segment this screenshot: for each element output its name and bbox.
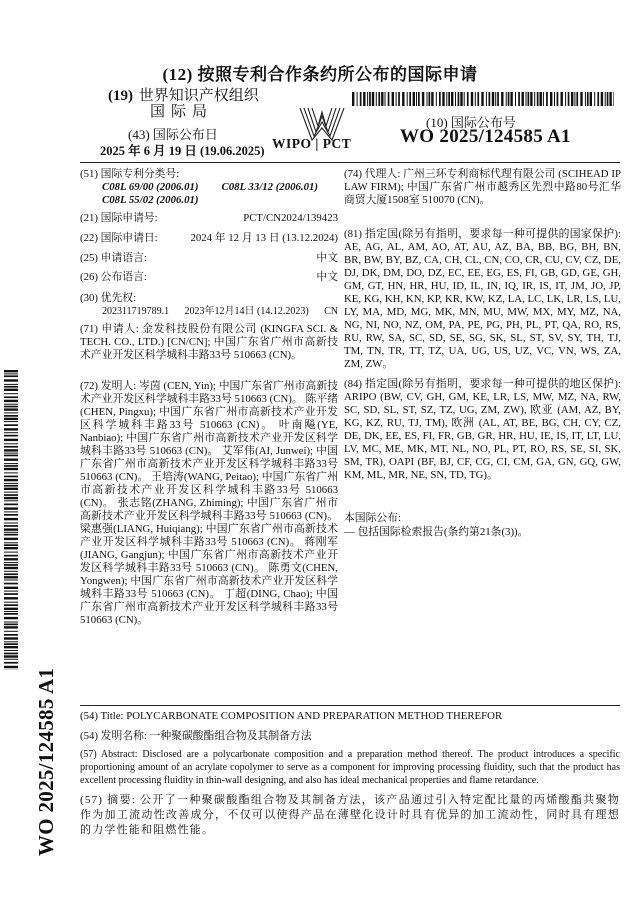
publication-language-row bbox=[80, 271, 338, 284]
title-zh: (54) 发明名称: 一种聚碳酸酯组合物及其制备方法 bbox=[80, 730, 312, 742]
priority-label: (30) 优先权: bbox=[80, 292, 137, 304]
priority-date: 2023年12月14日 (14.12.2023) bbox=[184, 306, 309, 317]
org-name: 世界知识产权组织 bbox=[138, 88, 259, 104]
ipc-label: (51) 国际专利分类号: bbox=[80, 168, 180, 180]
filing-language-label: (25) 申请语言: bbox=[80, 252, 147, 264]
priority-section bbox=[80, 292, 338, 318]
barcode-top bbox=[352, 92, 614, 106]
published-label: 本国际公布: bbox=[344, 512, 401, 524]
organization-bureau: 国际局 bbox=[150, 104, 214, 120]
ipc-code-2: C08L 33/12 (2006.01) bbox=[221, 181, 318, 193]
application-number-row bbox=[80, 212, 338, 225]
publication-language-label: (26) 公布语言: bbox=[80, 271, 147, 283]
publication-language: 中文 bbox=[316, 271, 338, 283]
header-divider bbox=[80, 162, 620, 163]
application-number: PCT/CN2024/139423 bbox=[243, 212, 338, 224]
application-number-label: (21) 国际申请号: bbox=[80, 212, 158, 224]
filing-language-row bbox=[80, 252, 338, 265]
wipo-logo-text: WIPO | PCT bbox=[272, 136, 352, 151]
title-en: (54) Title: POLYCARBONATE COMPOSITION AND PREPARATION METHOD THEREFOR bbox=[80, 710, 503, 722]
publication-number: WO 2025/124585 A1 bbox=[400, 126, 571, 147]
bottom-divider bbox=[80, 705, 620, 706]
publication-number-label: (10) 国际公布号 bbox=[426, 115, 516, 130]
abstract-zh: (57) 摘要: 公开了一种聚碳酸酯组合物及其制备方法，该产品通过引入特定配比量的丙烯酸酯共聚物作为加工流动性改善成分，不仅可以使得产品在薄壁化设计时具有优异的加工流动性，同时具有理想的力学性能和阻燃性能。 bbox=[80, 794, 620, 836]
ipc-row-1 bbox=[80, 181, 338, 194]
application-date: 2024 年 12 月 13 日 (13.12.2024) bbox=[190, 232, 338, 244]
filing-language: 中文 bbox=[316, 252, 338, 264]
ipc-code-3: C08L 55/02 (2006.01) bbox=[102, 194, 199, 206]
applicant: (71) 申请人: 金发科技股份有限公司 (KINGFA SCI. & TECH. CO., LTD.) [CN/CN]; 中国广东省广州市高新技术产业开发区科学城科丰路33号 510663 (CN)。 bbox=[80, 323, 338, 361]
application-date-row bbox=[80, 232, 338, 245]
designated-states-national: (81) 指定国(除另有指明，要求每一种可提供的国家保护): AE, AG, AL, AM, AO, AT, AU, AZ, BA, BB, BG, BH, BN, BR, BW, BY, BZ, CA, CH, CL, CN, CO, CR, CU, CV, CZ, DE, DJ, DK, DM, DO, DZ, EC, EE, EG, ES, FI, GB, GD, GE, GH, GM, GT, HN, HR, HU, ID, IL, IN, IQ, IR, IS, IT, JM, JO, JP, KE, KG, KH, KN, KP, KR, KW, KZ, LA, LC, LK, LR, LS, LU, LY, MA, MD, MG, MK, MN, MU, MW, MX, MY, MZ, NA, NG, NI, NO, NZ, OM, PA, PE, PG, PH, PL, PT, QA, RO, RS, RU, RW, SA, SC, SD, SE, SG, SK, SL, ST, SV, SY, TH, TJ, TM, TN, TR, TT, TZ, UA, UG, US, UZ, VC, VN, WS, ZA, ZM, ZW。 bbox=[344, 228, 621, 370]
agent: (74) 代理人: 广州三环专利商标代理有限公司 (SCIHEAD IP LAW FIRM); 中国广东省广州市越秀区先烈中路80号汇华商贸大厦1508室 510070 (CN)。 bbox=[344, 168, 621, 206]
priority-country: CN bbox=[324, 306, 338, 317]
abstract-en: (57) Abstract: Disclosed are a polycarbonate composition and a preparation method thereof. The product introduces a specific proportioning amount of an acrylate copolymer to serve as a component for improving processing fluidity, such that the product has excellent processing fluidity in thin-wall designing, and also has ideal mechanical properties and flame retardance. bbox=[80, 749, 620, 786]
inventors: (72) 发明人: 岑茵 (CEN, Yin); 中国广东省广州市高新技术产业开发区科学城科丰路33号 510663 (CN)。 陈平绪(CHEN, Pingxu); 中国广东省广州市高新技术产业开发区科学城科丰路33号 510663 (CN)。 叶南飚(YE, Nanbiao); 中国广东省广州市高新技术产业开发区科学城科丰路33号 510663 (CN)。 艾军伟(AI, Junwei); 中国广东省广州市高新技术产业开发区科学城科丰路33号 510663 (CN)。 王培涛(WANG, Peitao); 中国广东省广州市高新技术产业开发区科学城科丰路33号 510663 (CN)。 张志铭(ZHANG, Zhiming); 中国广东省广州市高新技术产业开发区科学城科丰路33号 510663 (CN)。 梁惠强(LIANG, Huiqiang); 中国广东省广州市高新技术产业开发区科学城科丰路33号 510663 (CN)。 蒋刚军(JIANG, Gangjun); 中国广东省广州市高新技术产业开发区科学城科丰路33号 510663 (CN)。 陈勇文(CHEN, Yongwen); 中国广东省广州市高新技术产业开发区科学城科丰路33号 510663 (CN)。 丁超(DING, Chao); 中国广东省广州市高新技术产业开发区科学城科丰路33号 510663 (CN)。 bbox=[80, 380, 338, 626]
publication-date-label: (43) 国际公布日 bbox=[128, 127, 218, 142]
ipc-section bbox=[80, 168, 338, 207]
org-number: (19) bbox=[108, 88, 133, 104]
publication-type-title: (12) 按照专利合作条约所公布的国际申请 bbox=[162, 65, 478, 84]
vertical-publication-number: WO 2025/124585 A1 bbox=[34, 667, 58, 856]
application-date-label: (22) 国际申请日: bbox=[80, 232, 158, 244]
published-item: — 包括国际检索报告(条约第21条(3))。 bbox=[344, 526, 529, 538]
barcode-side bbox=[4, 370, 18, 670]
publication-date: 2025 年 6 月 19 日 (19.06.2025) bbox=[100, 144, 265, 158]
priority-number: 202311719789.1 bbox=[102, 306, 170, 317]
ipc-code-1: C08L 69/00 (2006.01) bbox=[102, 181, 199, 193]
designated-states-regional: (84) 指定国(除另有指明，要求每一种可提供的地区保护): ARIPO (BW, CV, GH, GM, KE, LR, LS, MW, MZ, NA, RW, SC, SD, SL, ST, SZ, TZ, UG, ZM, ZW), 欧亚 (AM, AZ, BY, KG, KZ, RU, TJ, TM), 欧洲 (AL, AT, BE, BG, CH, CY, CZ, DE, DK, EE, ES, FI, FR, GB, GR, HR, HU, IE, IS, IT, LT, LU, LV, MC, ME, MK, MT, NL, NO, PL, PT, RO, RS, SE, SI, SK, SM, TR), OAPI (BF, BJ, CF, CG, CI, CM, GA, GN, GQ, GW, KM, ML, MR, NE, SN, TD, TG)。 bbox=[344, 378, 621, 481]
priority-row bbox=[80, 305, 338, 318]
